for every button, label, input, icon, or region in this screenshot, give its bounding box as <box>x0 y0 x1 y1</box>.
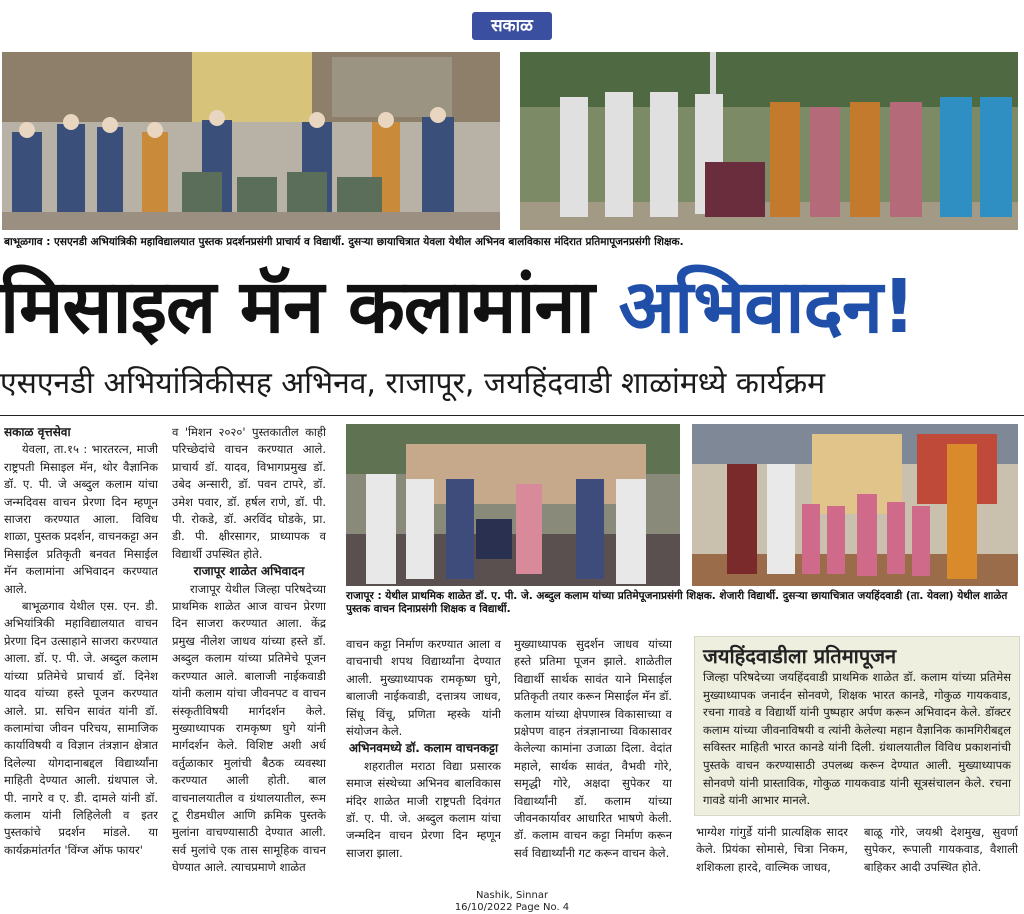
jayhindwadi-box <box>694 636 1020 816</box>
article-column-4 <box>514 636 672 889</box>
article-paragraph: व 'मिशन २०२०' पुस्तकातील काही परिच्छेदांचे वाचन करण्यात आले. प्राचार्य डॉ. यादव, विभागप्रमुख डॉ. उबेद अन्सारी, डॉ. पवन टापरे, डॉ. उमेश पवार, डॉ. हर्षल राणे, डॉ. पी. पी. रोकडे, डॉ. अरविंद घोडके, प्रा. डी. पी. क्षीरसागर, प्राध्यापक व विद्यार्थी उपस्थित होते. <box>172 425 326 561</box>
article-column-3 <box>346 636 501 889</box>
box-title: जयहिंदवाडीला प्रतिमापूजन <box>703 644 897 668</box>
photo-abhinav-pooja <box>520 52 1018 230</box>
masthead-logo: सकाळ <box>472 12 552 40</box>
article-column-5 <box>696 824 848 890</box>
article-paragraph: मुख्याध्यापक सुदर्शन जाधव यांच्या हस्ते प्रतिमा पूजन झाले. शाळेतील विद्यार्थी सार्थक सावंत याने मिसाईल प्रतिकृती तयार करून मिसाईल मॅन डॉ. कलाम यांच्या क्षेपणास्त्र विकासाच्या व प्रक्षेपण वाहन तंत्रज्ञानाच्या विकासावर केलेल्या कामांना उजाळा दिला. वेदांत महाले, सार्थक सावंत, वैभवी गोरे, समृद्धी गोरे, अक्षदा सुपेकर या विद्यार्थ्यांनी डॉ. कलाम यांच्या जीवनकार्यावर आधारित भाषणे केली. डॉ. कलाम वाचन कट्टा निर्माण करून सर्व विद्यार्थ्यांनी गट करून वाचन केले. <box>514 637 672 860</box>
article-paragraph: शहरातील मराठा विद्या प्रसारक समाज संस्थेच्या अभिनव बालविकास मंदिर शाळेत माजी राष्ट्रपती दिवंगत डॉ. ए. पी. जे. अब्दुल कलाम यांचा जन्मदिन वाचन प्रेरणा दिन म्हणून साजरा झाला. <box>346 758 501 860</box>
footer-edition: Nashik, Sinnar <box>475 890 549 901</box>
top-photo-caption: बाभूळगाव : एसएनडी अभियांत्रिकी महाविद्यालयात पुस्तक प्रदर्शनप्रसंगी प्राचार्य व विद्यार्थी. दुसऱ्या छायाचित्रात येवला येथील अभिनव बालविकास मंदिरात प्रतिमापूजनप्रसंगी शिक्षक. <box>4 236 684 248</box>
article-paragraph: बाळू गोरे, जयश्री देशमुख, सुवर्णा सुपेकर, रूपाली गायकवाड, वैशाली बाहिकर आदी उपस्थित होते. <box>864 825 1018 874</box>
article-paragraph: वाचन कट्टा निर्माण करण्यात आला व वाचनाची शपथ विद्यार्थ्यांना देण्यात आली. मुख्याध्यापक रामकृष्ण घुगे, बालाजी नाईकवाडी, दत्तात्रय जाधव, सिंधू विंचू, प्रणिता म्हस्के यांनी संयोजन केले. <box>346 637 501 739</box>
headline <box>0 262 1024 352</box>
box-text: जिल्हा परिषदेच्या जयहिंदवाडी प्राथमिक शाळेत डॉ. कलाम यांच्या प्रतिमेस मुख्याध्यापक जनार्दन सोनवणे, शिक्षक भारत कानडे, गोकुळ गायकवाड, रचना गावडे व विद्यार्थी यांनी पुष्पहार अर्पण करून अभिवादन केले. डॉक्टर कलाम यांच्या जीवनाविषयी व त्यांनी केलेल्या महान वैज्ञानिक कामगिरीबद्दल सविस्तर माहिती भारत कानडे यांनी दिली. ग्रंथालयातील विविध प्रकाशनांची पुस्तके वाचन करण्यासाठी उपलब्ध करून देण्यात आली. मुख्याध्यापक सोनवणे यांनी प्रास्ताविक, गोकुळ गायकवाड यांनी सूत्रसंचालन केले. रचना गावडे यांनी आभार मानले. <box>703 670 1011 808</box>
subheading-abhinav: अभिनवमध्ये डॉ. कलाम वाचनकट्टा <box>348 741 499 756</box>
article-column-2 <box>172 424 326 889</box>
headline-main: मिसाइल मॅन कलामांना <box>0 264 594 350</box>
article-paragraph: बाभूळगाव येथील एस. एन. डी. अभियांत्रिकी महाविद्यालयात वाचन प्रेरणा दिन उत्साहाने साजरा करण्यात आला. डॉ. ए. पी. जे. अब्दुल कलाम यांच्या प्रतिमेचे प्राचार्य डॉ. दिनेश यादव यांच्या हस्ते पूजन करण्यात आले. प्रा. सचिन सावंत यांनी डॉ. कलामांचा जीवन परिचय, सामाजिक कार्याविषयी व विज्ञान तंत्रज्ञान क्षेत्रात दिलेल्या योगदानाबद्दल विद्यार्थ्यांना माहिती देण्यात आली. ग्रंथपाल जे. पी. नागरे व ए. डी. दामले यांनी डॉ. कलाम यांनी लिहिलेली व इतर पुस्तकांचे प्रदर्शन मांडले. या कार्यक्रमांतर्गत 'विंग्ज ऑफ फायर' <box>4 599 158 857</box>
photo-jayhindwadi-school <box>692 424 1018 586</box>
article-paragraph: राजापूर येथील जिल्हा परिषदेच्या प्राथमिक शाळेत आज वाचन प्रेरणा दिन साजरा करण्यात आला. केंद्र प्रमुख नीलेश जाधव यांच्या हस्ते डॉ. अब्दुल कलाम यांच्या प्रतिमेचे पूजन करण्यात आले. बालाजी नाईकवाडी यांनी कलाम यांचा जीवनपट व वाचन संस्कृतीविषयी मार्गदर्शन केले. मुख्याध्यापक रामकृष्ण घुगे यांनी मार्गदर्शन केले. विशिष्ट अशी अर्ध वर्तुळाकार मुलांची बैठक व्यवस्था करण्यात आली होती. बाल वाचनालयातील व ग्रंथालयातील, रूम टू रीडमधील आणि क्रमिक पुस्तके मुलांना वाचण्यासाठी देण्यात आली. सर्व मुलांचे एक तास सामूहिक वाचन घेण्यात आले. त्याचप्रमाणे शाळेत <box>172 581 326 875</box>
photo-babhulgaon-exhibition <box>2 52 500 230</box>
article-column-1 <box>4 424 158 889</box>
headline-accent: अभिवादन! <box>618 264 915 350</box>
subheadline: एसएनडी अभियांत्रिकीसह अभिनव, राजापूर, जयहिंदवाडी शाळांमध्ये कार्यक्रम <box>0 366 826 401</box>
article-paragraph: येवला, ता.१५ : भारतरत्न, माजी राष्ट्रपती मिसाइल मॅन, थोर वैज्ञानिक डॉ. ए. पी. जे अब्दुल कलाम यांचा जन्मदिवस वाचन प्रेरणा दिन म्हणून साजरा करण्यात आला. विविध शाळा, पुस्तक प्रदर्शन, वाचनकट्टा अन मिसाईल प्रतिकृती बनवत मिसाईल मॅन कलामांना अभिवादन करण्यात आले. <box>4 442 158 596</box>
footer-date-page: 16/10/2022 Page No. 4 <box>454 902 570 913</box>
page-footer <box>412 890 612 914</box>
divider-rule <box>0 415 1024 416</box>
article-column-6 <box>864 824 1018 890</box>
photo-rajapur-school <box>346 424 680 586</box>
article-paragraph: भाग्येश गांगुर्डे यांनी प्रात्यक्षिक सादर केले. प्रियंका सोमासे, चित्रा निकम, शशिकला हारदे, वाल्मिक जाधव, <box>696 825 848 874</box>
subheading-rajapur: राजापूर शाळेत अभिवादन <box>193 564 305 579</box>
byline: सकाळ वृत्तसेवा <box>4 425 71 439</box>
middle-photo-caption: राजापूर : येथील प्राथमिक शाळेत डॉ. ए. पी. जे. अब्दुल कलाम यांच्या प्रतिमेपूजनाप्रसंगी शिक्षक. शेजारी विद्यार्थी. दुसऱ्या छायाचित्रात जयहिंदवाडी (ता. येवला) येथील शाळेत पुस्तक वाचन दिनाप्रसंगी शिक्षक व विद्यार्थी. <box>346 590 1008 615</box>
